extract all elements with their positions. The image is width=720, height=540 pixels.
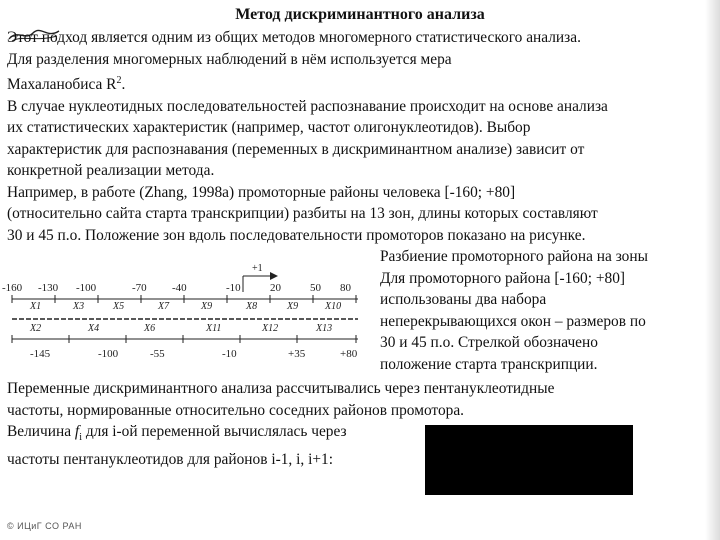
text-line: Например, в работе (Zhang, 1998a) промоторные районы человека [-160; +80]	[7, 183, 516, 201]
window-label: X5	[113, 301, 125, 312]
intro-text	[7, 27, 608, 246]
window-label: X2	[30, 323, 42, 334]
footer-copyright: © ИЦиГ СО РАН	[7, 521, 82, 531]
caption-line: положение старта транскрипции.	[380, 355, 598, 373]
caption-line: 30 и 45 п.о. Стрелкой обозначено	[380, 334, 598, 351]
tick-label: -55	[150, 348, 165, 360]
window-label: X9	[287, 301, 299, 312]
period: .	[121, 76, 126, 94]
text-line: характеристик для распознавания (переменных в дискриминантном анализе) зависит от	[7, 140, 585, 158]
tick-label: -10	[222, 348, 237, 360]
caption-line: неперекрывающихся окон – размеров по	[380, 312, 646, 330]
page-title: Метод дискриминантного анализа	[235, 6, 485, 23]
text-line: 30 и 45 п.о. Положение зон вдоль последовательности промоторов показано на рисунке.	[7, 226, 586, 244]
tick-label: -100	[76, 282, 97, 294]
window-label: X3	[73, 301, 85, 312]
formula-variable: f	[74, 423, 80, 440]
text-line: Для разделения многомерных наблюдений в нём используется мера	[7, 50, 452, 68]
window-label: X1	[30, 301, 42, 312]
caption-line: Разбиение промоторного района на зоны	[380, 248, 648, 265]
window-label: X6	[144, 323, 156, 334]
text-line: частоты пентануклеотидов для районов i-1, i, i+1:	[7, 450, 334, 468]
tick-label: -130	[38, 282, 59, 294]
tick-label: -40	[172, 282, 187, 294]
tick-label: -100	[98, 348, 119, 360]
text-line: их статистических характеристик (например, частот олигонуклеотидов). Выбор	[7, 119, 531, 137]
top-windows	[29, 301, 341, 312]
tick-label: 80	[340, 282, 351, 294]
text-line: (относительно сайта старта транскрипции) разбиты на 13 зон, длины которых составляют	[7, 205, 598, 223]
text-line: частоты, нормированные относительно соседних районов промотора.	[7, 401, 465, 419]
window-label: X13	[316, 323, 333, 334]
window-label: X10	[325, 301, 342, 312]
tick-label: +35	[288, 348, 306, 360]
window-label: X4	[88, 323, 100, 334]
formula-subscript: i	[79, 432, 82, 444]
tick-label: -145	[30, 348, 51, 360]
tick-label: -10	[226, 282, 241, 294]
text-line: Этот подход является одним из общих методов многомерного статистического анализа.	[7, 29, 581, 46]
arrow-head-icon	[270, 272, 278, 280]
tick-label: +80	[340, 348, 358, 360]
bottom-ticks	[30, 348, 358, 360]
mahalanobis-label: Махаланобиса R	[7, 76, 117, 94]
bottom-windows	[29, 323, 332, 334]
window-label: X8	[246, 301, 258, 312]
tick-label: -70	[132, 282, 147, 294]
caption-line: использованы два набора	[380, 291, 547, 308]
text-line: Переменные дискриминантного анализа рассчитывались через пентануклеотидные	[7, 380, 555, 397]
formula-suffix: для i-ой переменной вычислялась через	[81, 423, 347, 440]
text-line: В случае нуклеотидных последовательностей распознавание происходит на основе анализа	[7, 97, 608, 115]
window-label: X9	[201, 301, 213, 312]
promoter-zones-diagram	[0, 262, 375, 362]
caption-line: Для промоторного района [-160; +80]	[380, 269, 626, 287]
text-line: конкретной реализации метода.	[7, 162, 215, 180]
window-label: X12	[262, 323, 279, 334]
tick-label: 50	[310, 282, 321, 294]
text-line	[7, 70, 608, 96]
arrow-label: +1	[252, 263, 263, 274]
tick-label: 20	[270, 282, 281, 294]
r-superscript: 2	[116, 75, 122, 86]
page-edge-shadow	[705, 0, 720, 540]
tick-label: -160	[2, 282, 23, 294]
window-label: X7	[158, 301, 170, 312]
top-ticks	[2, 282, 352, 294]
formula-prefix: Величина	[7, 423, 75, 440]
figure-caption	[380, 246, 648, 375]
window-label: X11	[206, 323, 222, 334]
formula-image	[425, 425, 633, 495]
